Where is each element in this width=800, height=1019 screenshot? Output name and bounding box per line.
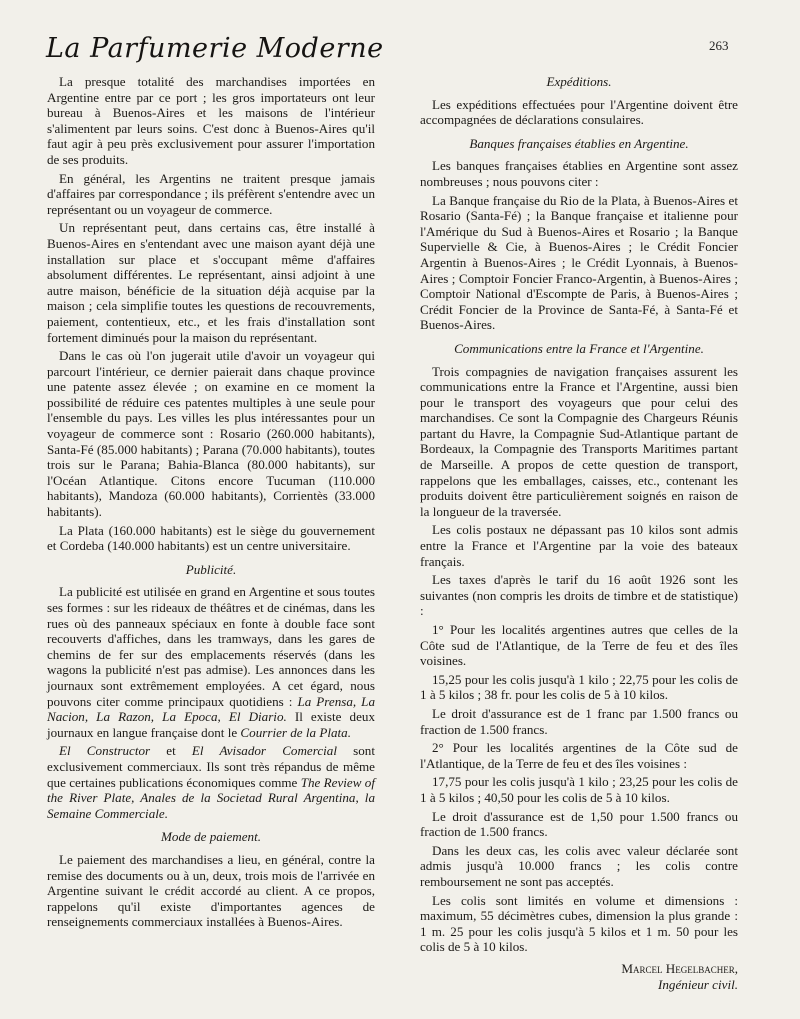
paragraph-colis-postaux: Les colis postaux ne dépassant pas 10 kilos sont admis entre la France et l'Argentine par la voie des bateaux français.: [420, 522, 738, 569]
paragraph-commerciaux: [47, 743, 375, 821]
heading-mode-de-paiement: Mode de paiement.: [161, 829, 261, 845]
paragraph-taxes: Les taxes d'après le tarif du 16 août 1926 sont les suivantes (non compris les droits de timbre et de statistique) :: [420, 572, 738, 619]
paragraph-banques-intro: Les banques françaises établies en Argentine sont assez nombreuses ; nous pouvons citer :: [420, 158, 738, 189]
masthead-title: La Parfumerie Moderne: [46, 33, 384, 64]
paragraph-banques-list: La Banque française du Rio de la Plata, à Buenos-Aires et Rosario (Santa-Fé) ; la Banque française et italienne pour l'Amérique du Sud à Buenos-Aires et Rosario ; la Banque Supervielle & Cie, à Buenos-Aires ; le Crédit Foncier Argentin à Buenos-Aires ; le Crédit Lyonnais, à Buenos-Aires ; Comptoir Foncier Franco-Argentin, à Buenos-Aires ; Comptoir National d'Escompte de Paris, à Buenos-Aires ; Crédit Foncier de la Province de Santa-Fé, à Santa-Fé et Buenos-Aires.: [420, 192, 738, 333]
paragraph-localites-1: 1° Pour les localités argentines autres que celles de la Côte sud de l'Atlantique, de la Terre de feu et des îles voisines.: [420, 622, 738, 669]
author-signature: [420, 961, 738, 993]
newspaper-list: La Prensa, La Nacion, La Razon, La Epoca, El Diario.: [47, 693, 375, 725]
author-name: Marcel Hegelbacher,: [621, 960, 738, 976]
author-title: [420, 977, 738, 993]
publication-list: The Review of the River Plate, Anales de la Societad Rural Argentina, la Semaine Commerciale.: [47, 774, 375, 821]
paragraph-paiement: Le paiement des marchandises a lieu, en général, contre la remise des documents ou à un, deux, trois mois de l'arrivée en Argentine suivant le crédit accordé au client. A ce propos, rappelons qu'il existe d'importantes agences de renseignements commerciaux installées à Buenos-Aires.: [47, 851, 375, 930]
heading-expeditions: Expéditions.: [546, 74, 612, 89]
author-title-text: Ingénieur civil.: [658, 976, 738, 992]
paragraph-correspondance: En général, les Argentins ne traitent presque jamais d'affaires par correspondance ; ils préfèrent s'entendre avec un représentant ou un voyageur de commerce.: [47, 170, 375, 217]
el-constructor: El Constructor: [59, 743, 151, 759]
commerciaux-et: et: [150, 743, 192, 759]
courrier-de-la-plata: Courrier de la Plata.: [240, 724, 351, 740]
paragraph-assurance-1: Le droit d'assurance est de 1 franc par 1.500 francs ou fraction de 1.500 francs.: [420, 705, 738, 737]
paragraph-importation: La presque totalité des marchandises importées en Argentine entre par ce port ; les gros importateurs ont leur bureau à Buenos-Aires et les maisons de l'intérieur s'alimentent par leurs soins. C'est donc à Buenos-Aires qu'il faut agir à peu près exclusivement pour assurer l'importation de ses produits.: [47, 74, 375, 167]
heading-banques: Banques françaises établies en Argentine.: [469, 135, 689, 151]
right-column: [420, 74, 738, 993]
left-column: [47, 74, 375, 933]
paragraph-voyageur: Dans le cas où l'on jugerait utile d'avoir un voyageur qui parcourt l'intérieur, ce dernier paierait dans chaque province une patente assez élevée ; on examine en ce moment la possibilité de réduire ces patentes multiples à une seule pour l'ensemble du pays. Les villes les plus intéressantes pour un voyageur de commerce sont : Rosario (260.000 habitants), Santa-Fé (85.000 habitants) ; Parana (70.000 habitants), toutes trois sur le Parana; Bahia-Blanca (80.000 habitants), sur l'Océan Atlantique. Citons encore Tucuman (110.000 habitants), Mandoza (60.000 habitants), Corrientès (33.000 habitants).: [47, 348, 375, 520]
paragraph-assurance-2: Le droit d'assurance est de 1,50 pour 1.500 francs ou fraction de 1.500 francs.: [420, 808, 738, 840]
paragraph-localites-2: 2° Pour les localités argentines de la Côte sud de l'Atlantique, de la Terre de feu et des îles voisines :: [420, 740, 738, 771]
commerciaux-text: sont exclusivement commerciaux. Ils sont très répandus de même que certaines publications économiques comme: [47, 743, 375, 790]
paragraph-compagnies: Trois compagnies de navigation françaises assurent les communications entre la France et l'Argentine, aussi bien pour le transport des voyageurs que pour celui des marchandises. Ce sont la Compagnie des Chargeurs Réunis partant du Havre, la Compagnie Sud-Atlantique partant de Bordeaux, la Compagnie des Transports Maritimes partant de Marseille. A propos de cette question de transport, rappelons que les emballages, caisses, etc., contenant les produits doivent être particulièrement soignés en raison de la longueur de la traversée.: [420, 363, 738, 519]
heading-publicite: Publicité.: [185, 561, 237, 577]
paragraph-tarif-1: 15,25 pour les colis jusqu'à 1 kilo ; 22,75 pour les colis de 1 à 5 kilos ; 38 fr. pour les colis de 5 à 10 kilos.: [420, 671, 738, 703]
paragraph-tarif-2: 17,75 pour les colis jusqu'à 1 kilo ; 23,25 pour les colis de 1 à 5 kilos ; 40,50 pour les colis de 5 à 10 kilos.: [420, 774, 738, 805]
publicite-text-after: Il existe deux journaux en langue française dont le: [47, 709, 375, 740]
paragraph-la-plata: La Plata (160.000 habitants) est le siège du gouvernement et Cordeba (140.000 habitants) est un centre universitaire.: [47, 522, 375, 554]
paragraph-expeditions: Les expéditions effectuées pour l'Argentine doivent être accompagnées de déclarations consulaires.: [420, 96, 738, 128]
paragraph-publicite: [47, 584, 375, 740]
paragraph-representant: Un représentant peut, dans certains cas, être installé à Buenos-Aires en s'entendant avec une maison ayant déjà une installation sur place et s'occupant même d'affaires absolument différentes. Le représentant, ainsi adjoint à une autre maison, bénéficie de la situation déjà acquise par la maison ; cela simplifie toutes les questions de recouvrements, paiement, contentieux, etc., et les frais d'installation sont fortement diminués pour la maison du représentant.: [47, 220, 375, 345]
paragraph-dimensions: Les colis sont limités en volume et dimensions : maximum, 55 décimètres cubes, dimension la plus grande : 1 m. 25 pour les colis jusqu'à 5 kilos et 1 m. 50 pour les colis de 5 à 10 kilos.: [420, 892, 738, 955]
page-number: 263: [709, 38, 729, 53]
el-avisador: El Avisador Comercial: [191, 743, 337, 759]
paragraph-valeur-declaree: Dans les deux cas, les colis avec valeur déclarée sont admis jusqu'à 10.000 francs ; les colis contre remboursement ne sont pas acceptés.: [420, 842, 738, 889]
publicite-text: La publicité est utilisée en grand en Argentine et sous toutes ses formes : sur les rideaux de théâtres et de cinémas, dans les rues où des panneaux spéciaux en fonte à double face sont recouverts d'affiches, dans les tramways, dans les gares de chemins de fer sur des emplacements réservés (dans les wagons la publicité n'est pas admise). Les annonces dans les journaux sont extrêmement employées. A cet égard, nous pouvons citer comme principaux quotidiens :: [47, 584, 375, 709]
heading-communications: Communications entre la France et l'Argentine.: [454, 340, 704, 356]
